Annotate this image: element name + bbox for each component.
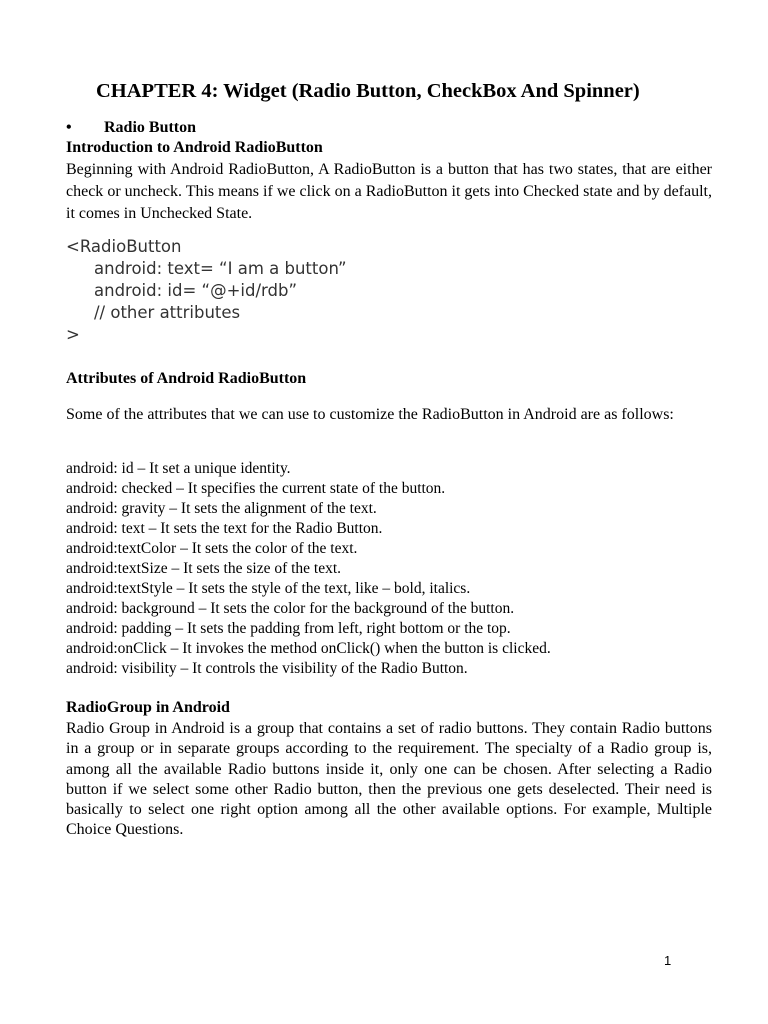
code-block: [66, 236, 347, 346]
attribute-item: android: id – It set a unique identity.: [66, 460, 291, 477]
attribute-item: android:textSize – It sets the size of the text.: [66, 560, 342, 577]
radiogroup-paragraph: Radio Group in Android is a group that contains a set of radio buttons. They contain Radio buttons in a group or in separate groups according to the requirement. The specialty of a Radio group is, among all the available Radio buttons inside it, only one can be chosen. After selecting a Radio button if we select some other Radio button, then the previous one gets deselected. Their need is basically to select one right option among all the other available options. For example, Multiple Choice Questions.: [66, 720, 712, 839]
attribute-item: android: padding – It sets the padding from left, right bottom or the top.: [66, 620, 511, 637]
attributes-list: [66, 459, 551, 679]
attributes-intro: Some of the attributes that we can use to customize the RadioButton in Android are as follows:: [66, 406, 674, 423]
bullet-icon: •: [66, 119, 72, 136]
code-line: <RadioButton: [66, 237, 182, 256]
page-number: 1: [664, 953, 672, 968]
intro-paragraph: Beginning with Android RadioButton, A RadioButton is a button that has two states, that are either check or uncheck. This means if we click on a RadioButton it gets into Checked state and by default, it comes in Unchecked State.: [66, 161, 712, 222]
attribute-item: android:textStyle – It sets the style of the text, like – bold, italics.: [66, 580, 471, 597]
code-line: android: text= “I am a button”: [94, 259, 347, 278]
attribute-item: android:onClick – It invokes the method onClick() when the button is clicked.: [66, 640, 551, 657]
radiogroup-heading: RadioGroup in Android: [66, 699, 230, 716]
code-line: // other attributes: [94, 303, 241, 322]
attribute-item: android: background – It sets the color for the background of the button.: [66, 600, 515, 617]
attributes-heading: Attributes of Android RadioButton: [66, 370, 307, 387]
code-line: >: [66, 325, 80, 344]
chapter-title: CHAPTER 4: Widget (Radio Button, CheckBox And Spinner): [96, 80, 640, 102]
intro-heading: Introduction to Android RadioButton: [66, 139, 323, 156]
bullet-radio-button: [66, 119, 196, 137]
attribute-item: android: checked – It specifies the current state of the button.: [66, 480, 446, 497]
attribute-item: android: visibility – It controls the visibility of the Radio Button.: [66, 660, 468, 677]
attribute-item: android: text – It sets the text for the Radio Button.: [66, 520, 383, 537]
attribute-item: android:textColor – It sets the color of the text.: [66, 540, 358, 557]
attribute-item: android: gravity – It sets the alignment of the text.: [66, 500, 377, 517]
code-line: android: id= “@+id/rdb”: [94, 281, 298, 300]
bullet-label: Radio Button: [104, 119, 197, 136]
